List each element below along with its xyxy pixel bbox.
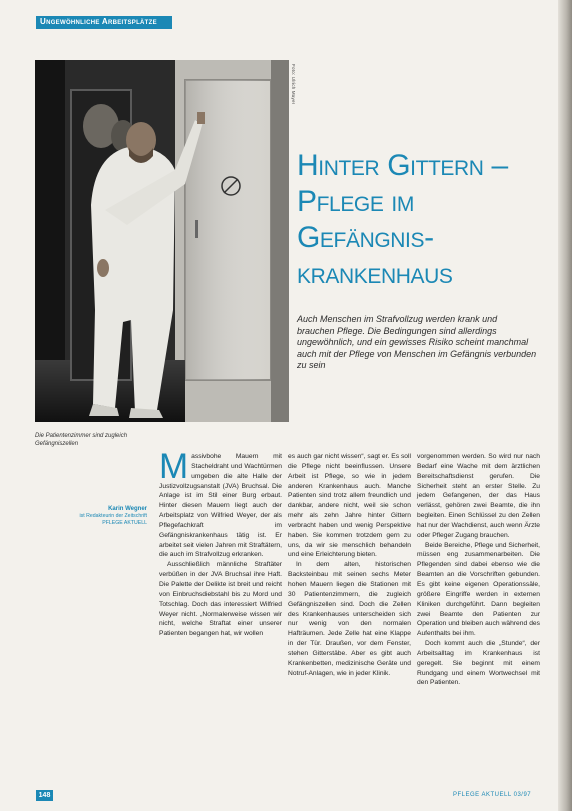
- section-label: Ungewöhnliche Arbeitsplätze: [40, 17, 157, 26]
- body-paragraph: es auch gar nicht wissen“, sagt er. Es soll die Pflege nicht beeinflussen. Unsere Arbeit ist Pflege, so wie in jedem anderen Krankenhaus auch. Manche Patienten sind trotz allem freundlich und dankbar, andere nicht, weil sie schon mehr als zehn Jahre hinter Gittern verbracht haben und wenig Perspektive haben. Sie kommen trotzdem gern zu uns, da wir sie menschlich behandeln und eine Erleichterung bieten.: [288, 453, 411, 559]
- body-paragraph: Doch kommt auch die „Stunde“, der Arbeitsalltag im Krankenhaus ist geregelt. Sie beginnt mit einem Rundgang und einem Wortwechsel mit den Patienten.: [417, 640, 540, 687]
- body-column-3: [417, 452, 540, 688]
- page-gutter-shadow: [558, 0, 572, 811]
- drop-cap: M: [159, 447, 189, 486]
- author-role: ist Redakteurin der Zeitschrift: [79, 513, 147, 519]
- body-paragraph: [159, 447, 282, 560]
- author-name: Karin Wegner: [108, 506, 147, 512]
- body-paragraph: vorgenommen werden. So wird nur nach Bedarf eine Wache mit dem ärztlichen Bereitschaftsdienst gerufen. Die Sicherheit steht an erster Stelle. Zu jedem Gefangenen, der das Haus verlässt, gehören zwei Beamte, die ihn begleiten. Einen Schlüssel zu den Zellen hat nur der Wachdienst, auch wenn Ärzte oder Pfleger Zugang brauchen.: [417, 453, 540, 539]
- body-paragraph: In dem alten, historischen Backsteinbau mit seinen sechs Meter hohen Mauern liegen die Stationen mit 30 Patientenzimmern, die zugleich Gefängniszellen sind. Doch die Zellen des Krankenhauses unterscheiden sich nur wenig von den normalen Hafträumen. Jede Zelle hat eine Klappe in der Tür. Draußen, vor dem Fenster, stehen Gitterstäbe. Aber es gibt auch Krankenbetten, medizinische Geräte und Notruf-Anlagen, wie in jeder Klinik.: [288, 561, 411, 677]
- photo-credit: Foto: Ulrich Mayer: [291, 64, 296, 105]
- section-label-bar: [36, 16, 172, 29]
- body-paragraph: Beide Bereiche, Pflege und Sicherheit, müssen eng zusammenarbeiten. Die Pflegenden sind dabei ebenso wie die Beamten an die Vorschriften gebunden. Es gibt keine eigenen Operationssäle, größere Eingriffe werden in externen Kliniken durchgeführt. Dann begleiten zwei Beamte den Patienten zur Operation und bleiben auch während des Aufenthalts bei ihm.: [417, 541, 540, 638]
- nurse-at-cell-door-image: [35, 60, 289, 422]
- title-line-2: Pflege im: [297, 185, 414, 218]
- photo-caption: Die Patientenzimmer sind zugleich Gefängniszellen: [35, 433, 128, 447]
- body-paragraph: Ausschließlich männliche Straftäter verbüßen in der JVA Bruchsal ihre Haft. Die Palette der Delikte ist breit und reicht von Einbruchsdiebstahl bis zu Mord und Totschlag. Doch das interessiert Wilfried Weyer nicht. „Normalerweise wissen wir nicht, welche Straftat einer unserer Patienten begangen hat, wir wollen: [159, 561, 282, 638]
- body-text: assivbohe Mauern mit Stacheldraht und Wachtürmen umgeben die alte Halle der Justizvollzugsanstalt (JVA) Bruchsal. Die Anlage ist im Stil einer Burg erbaut. Hinter diesen Mauern liegt auch der Arbeitsplatz von Wilfried Weyer, der als Pflegefachkraft im Gefängniskrankenhaus tätig ist. Er arbeitet seit vielen Jahren mit Straftätern, die auch im Strafvollzug erkranken.: [159, 453, 282, 559]
- journal-issue-footer: PFLEGE AKTUELL 03/97: [453, 792, 532, 798]
- article-photo: [35, 60, 289, 422]
- article-title: [297, 148, 559, 292]
- title-line-3: Gefängnis-: [297, 221, 434, 254]
- title-line-4: krankenhaus: [297, 257, 453, 290]
- body-column-2: [288, 452, 411, 678]
- body-column-1: [159, 447, 282, 639]
- page-number: 148: [36, 790, 53, 801]
- title-line-1: Hinter Gittern –: [297, 149, 508, 182]
- author-journal: PFLEGE AKTUELL: [102, 520, 147, 526]
- author-info: [40, 506, 147, 527]
- article-lead: Auch Menschen im Strafvollzug werden krank und brauchen Pflege. Die Bedingungen sind allerdings ungewöhnlich, und ein gewisses Risiko scheint manchmal auch mit der Pflege von Menschen im Gefängnis verbunden zu sein: [297, 314, 537, 371]
